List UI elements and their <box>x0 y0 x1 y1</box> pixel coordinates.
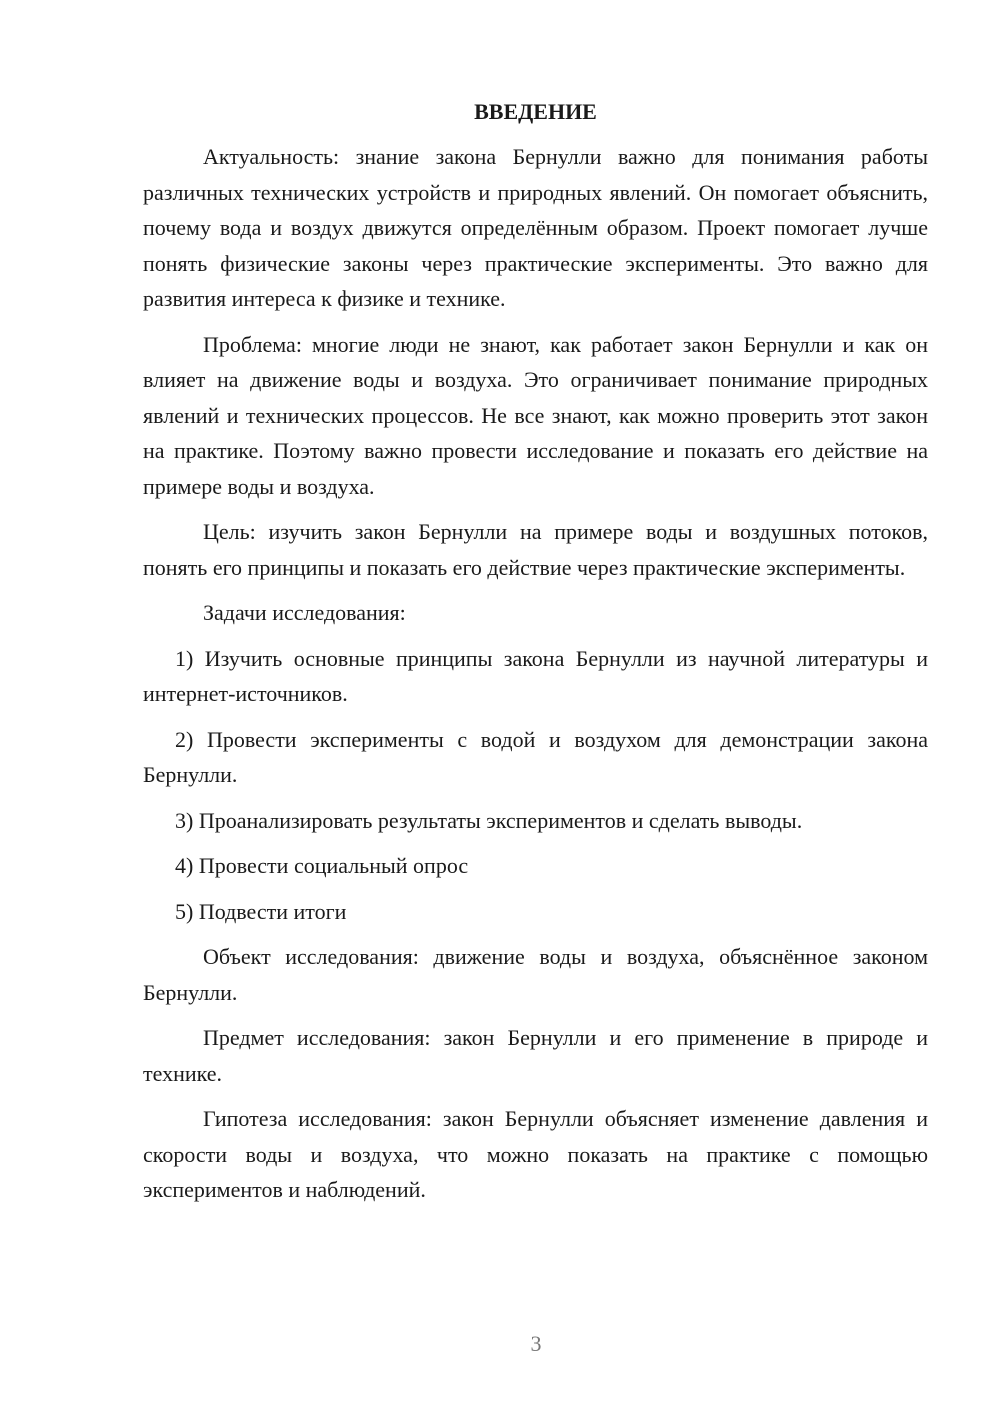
page-number: 3 <box>530 1331 542 1356</box>
page-title: ВВЕДЕНИЕ <box>474 99 597 124</box>
paragraph-hypothesis: Гипотеза исследования: закон Бернулли объясняет изменение давления и скорости воды и воздуха, что можно показать на практике с помощью экспериментов и наблюдений. <box>143 1106 928 1202</box>
paragraph-goal: Цель: изучить закон Бернулли на примере воды и воздушных потоков, понять его принципы и показать его действие через практические эксперименты. <box>143 519 928 580</box>
task-item-4: 4) Провести социальный опрос <box>175 853 469 878</box>
task-item-1: 1) Изучить основные принципы закона Бернулли из научной литературы и интернет-источников. <box>143 645 928 706</box>
document-page <box>143 94 928 1208</box>
paragraph-object: Объект исследования: движение воды и воздуха, объяснённое законом Бернулли. <box>143 944 928 1005</box>
paragraph-problem: Проблема: многие люди не знают, как работает закон Бернулли и как он влияет на движение воды и воздуха. Это ограничивает понимание природных явлений и технических процессов. Не все знают, как можно проверить этот закон на практике. Поэтому важно провести исследование и показать его действие на примере воды и воздуха. <box>143 331 928 499</box>
task-item-5: 5) Подвести итоги <box>175 898 347 924</box>
paragraph-relevance: Актуальность: знание закона Бернулли важно для понимания работы различных технических устройств и природных явлений. Он помогает объяснить, почему вода и воздух движутся определённым образом. Проект помогает лучше понять физические законы через практические эксперименты. Это важно для развития интереса к физике и технике. <box>143 144 928 311</box>
paragraph-subject: Предмет исследования: закон Бернулли и его применение в природе и технике. <box>143 1025 928 1086</box>
tasks-heading: Задачи исследования: <box>203 600 406 625</box>
task-item-3: 3) Проанализировать результаты экспериментов и сделать выводы. <box>175 807 803 833</box>
task-item-2: 2) Провести эксперименты с водой и воздухом для демонстрации закона Бернулли. <box>143 726 928 787</box>
